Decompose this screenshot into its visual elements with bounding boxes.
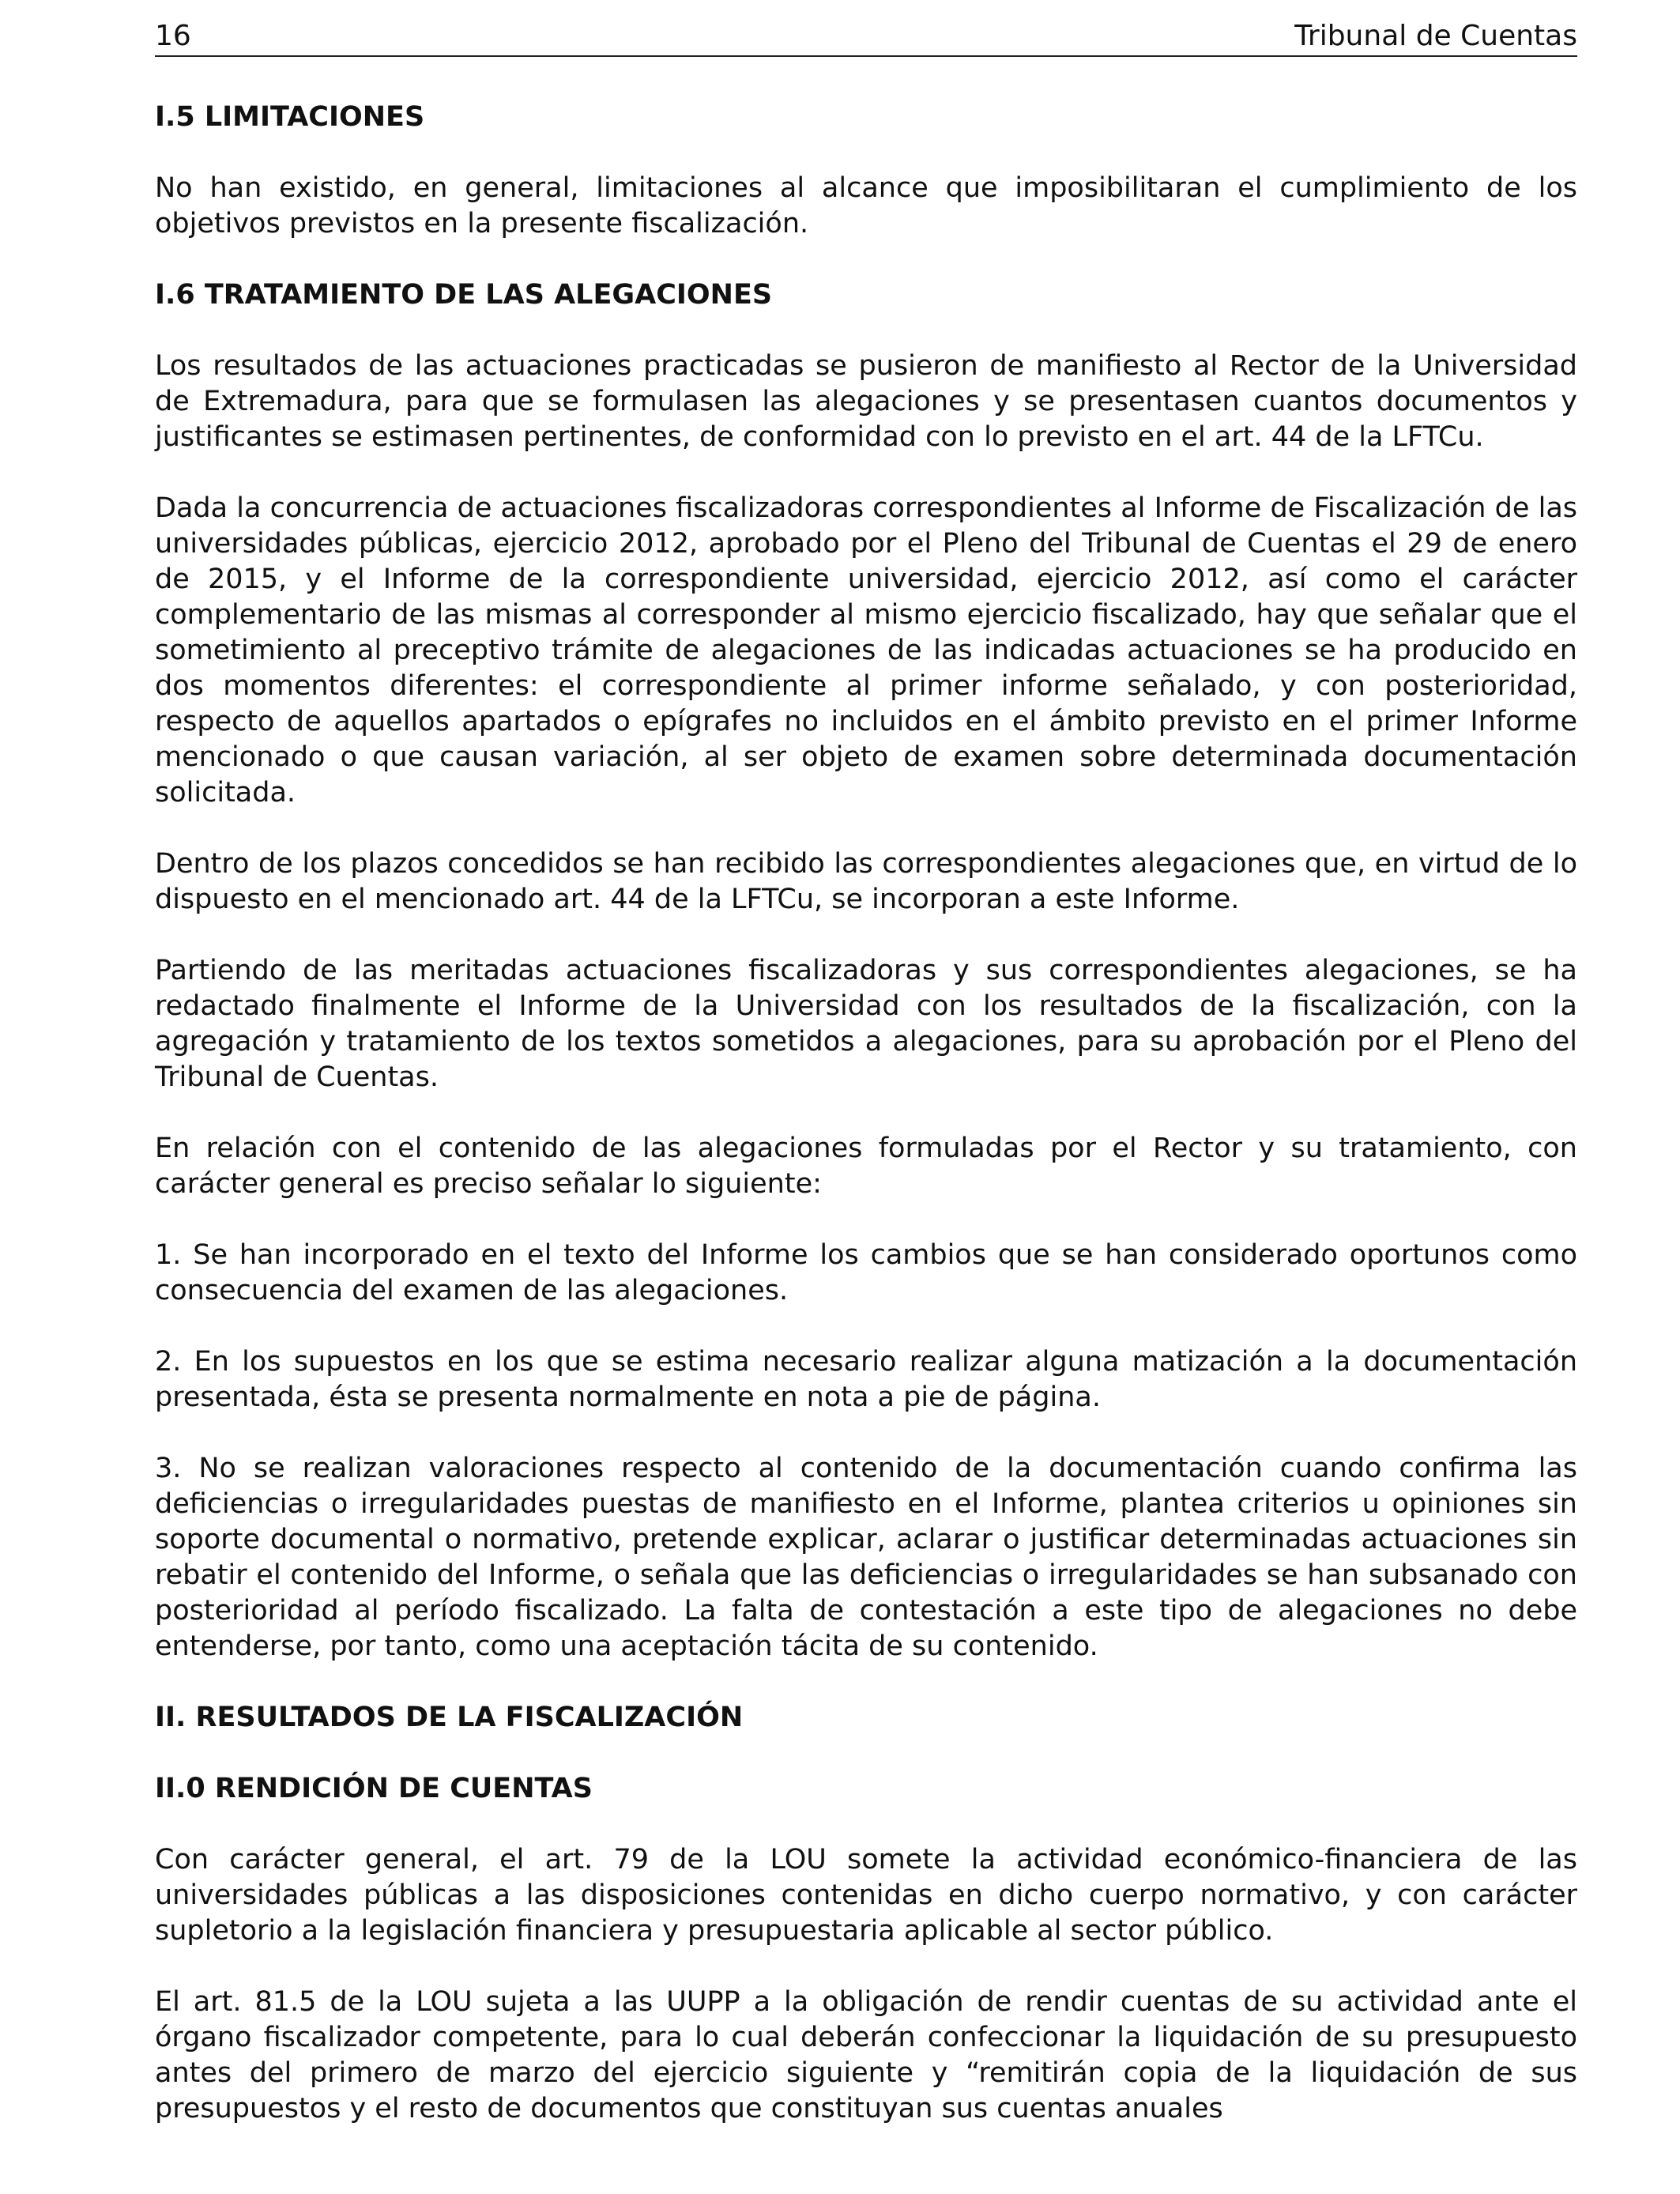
list-item: 3. No se realizan valoraciones respecto al contenido de la documentación cuando confirma las deficiencias o irregularidades puestas de manifiesto en el Informe, plantea criterios u opiniones sin soporte documental o normativo, pretende explicar, aclarar o justificar determinadas actuaciones sin rebatir el contenido del Informe, o señala que las deficiencias o irregularidades se han subsanado con posterioridad al período fiscalizado. La falta de contestación a este tipo de alegaciones no debe entenderse, por tanto, como una aceptación tácita de su contenido. bbox=[155, 1453, 1577, 1662]
page-header bbox=[155, 17, 1577, 57]
section-heading-alegaciones: I.6 TRATAMIENTO DE LAS ALEGACIONES bbox=[155, 279, 773, 311]
list-item: 1. Se han incorporado en el texto del Informe los cambios que se han considerado oportunos como consecuencia del examen de las alegaciones. bbox=[155, 1239, 1577, 1306]
document-body bbox=[155, 100, 1577, 2127]
paragraph: Los resultados de las actuaciones practicadas se pusieron de manifiesto al Rector de la Universidad de Extremadura, para que se formulasen las alegaciones y se presentasen cuantos documentos y justificantes se estimasen pertinentes, de conformidad con lo previsto en el art. 44 de la LFTCu. bbox=[155, 350, 1577, 453]
paragraph: No han existido, en general, limitaciones al alcance que imposibilitaran el cumplimiento de los objetivos previstos en la presente fiscalización. bbox=[155, 172, 1577, 239]
paragraph: Dentro de los plazos concedidos se han recibido las correspondientes alegaciones que, en virtud de lo dispuesto en el mencionado art. 44 de la LFTCu, se incorporan a este Informe. bbox=[155, 848, 1577, 915]
paragraph: En relación con el contenido de las alegaciones formuladas por el Rector y su tratamiento, con carácter general es preciso señalar lo siguiente: bbox=[155, 1133, 1577, 1200]
section-heading-rendicion: II.0 RENDICIÓN DE CUENTAS bbox=[155, 1773, 593, 1804]
paragraph: Con carácter general, el art. 79 de la LOU somete la actividad económico-financiera de las universidades públicas a las disposiciones contenidas en dicho cuerpo normativo, y con carácter supletorio a la legislación financiera y presupuestaria aplicable al sector público. bbox=[155, 1844, 1577, 1947]
section-heading-resultados: II. RESULTADOS DE LA FISCALIZACIÓN bbox=[155, 1702, 744, 1733]
header-source: Tribunal de Cuentas bbox=[1294, 20, 1577, 52]
paragraph: Dada la concurrencia de actuaciones fiscalizadoras correspondientes al Informe de Fiscalización de las universidades públicas, ejercicio 2012, aprobado por el Pleno del Tribunal de Cuentas el 29 de enero de 2015, y el Informe de la correspondiente universidad, ejercicio 2012, así como el carácter complementario de las mismas al corresponder al mismo ejercicio fiscalizado, hay que señalar que el sometimiento al preceptivo trámite de alegaciones de las indicadas actuaciones se ha producido en dos momentos diferentes: el correspondiente al primer informe señalado, y con posterioridad, respecto de aquellos apartados o epígrafes no incluidos en el ámbito previsto en el primer Informe mencionado o que causan variación, al ser objeto de examen sobre determinada documentación solicitada. bbox=[155, 492, 1577, 809]
list-item: 2. En los supuestos en los que se estima necesario realizar alguna matización a la documentación presentada, ésta se presenta normalmente en nota a pie de página. bbox=[155, 1346, 1577, 1413]
page-number: 16 bbox=[155, 20, 191, 52]
paragraph: El art. 81.5 de la LOU sujeta a las UUPP a la obligación de rendir cuentas de su actividad ante el órgano fiscalizador competente, para lo cual deberán confeccionar la liquidación de su presupuesto antes del primero de marzo del ejercicio siguiente y “remitirán copia de la liquidación de sus presupuestos y el resto de documentos que constituyan sus cuentas anuales bbox=[155, 1986, 1577, 2124]
section-heading-limitaciones: I.5 LIMITACIONES bbox=[155, 101, 425, 133]
document-page bbox=[155, 0, 1577, 2194]
paragraph: Partiendo de las meritadas actuaciones fiscalizadoras y sus correspondientes alegaciones, se ha redactado finalmente el Informe de la Universidad con los resultados de la fiscalización, con la agregación y tratamiento de los textos sometidos a alegaciones, para su aprobación por el Pleno del Tribunal de Cuentas. bbox=[155, 955, 1577, 1093]
